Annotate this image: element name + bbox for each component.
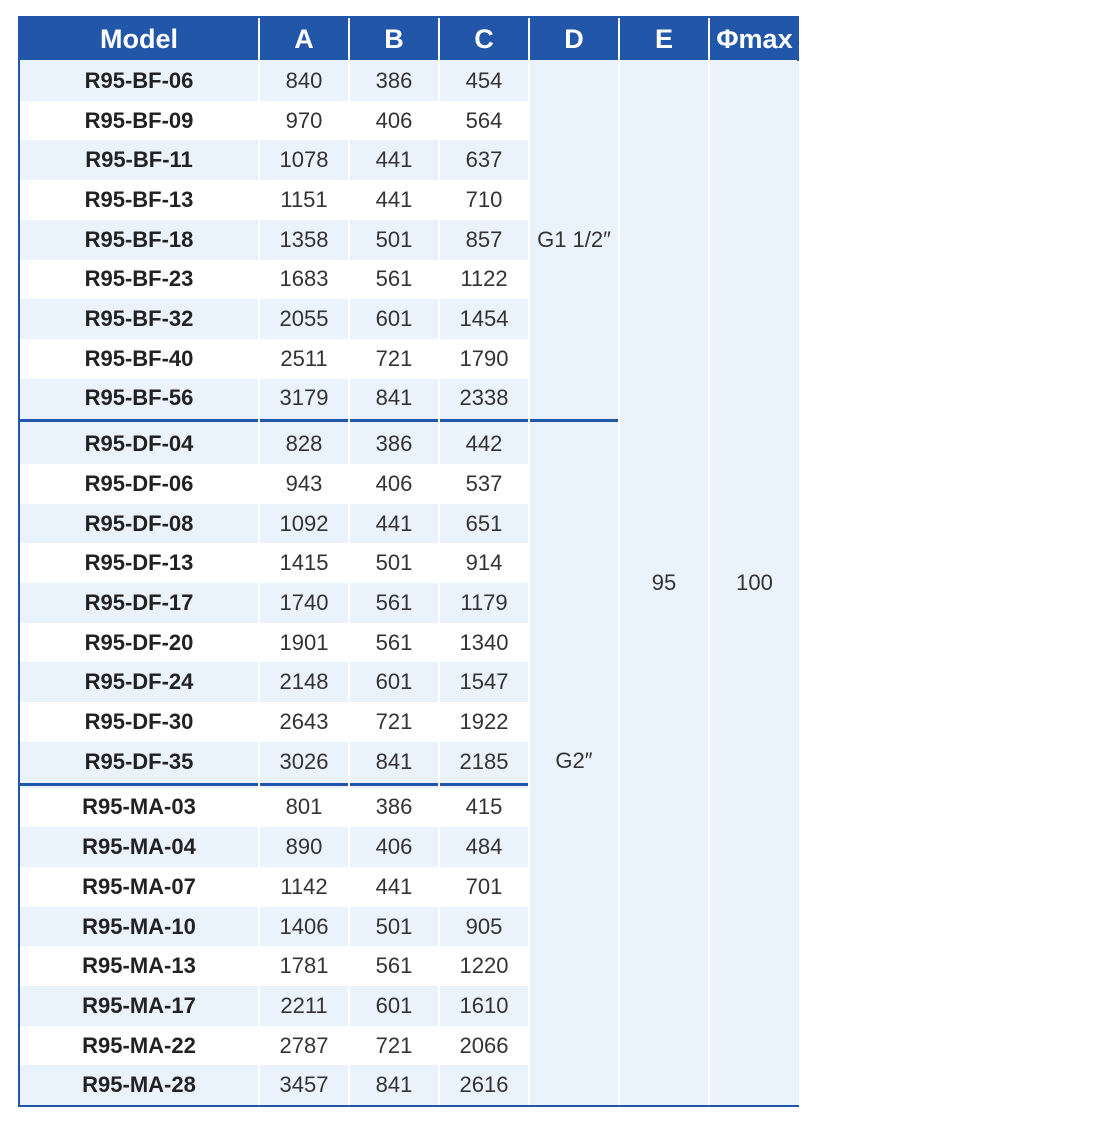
value-cell: 721 (375, 1032, 413, 1058)
value-cell: 415 (465, 794, 503, 820)
model-cell: R95-MA-17 (82, 992, 196, 1018)
value-cell: 561 (375, 629, 413, 655)
value-cell: 386 (375, 794, 413, 820)
header-b: B (350, 18, 438, 60)
column-divider (708, 18, 710, 1105)
value-cell: 890 (285, 834, 323, 860)
value-cell: 441 (375, 510, 413, 536)
value-cell: 1454 (459, 306, 509, 332)
model-cell: R95-BF-56 (84, 385, 194, 411)
value-cell: 943 (285, 470, 323, 496)
value-cell: 1358 (279, 226, 329, 252)
value-cell: 484 (465, 834, 503, 860)
value-cell: 601 (375, 992, 413, 1018)
model-cell: R95-DF-20 (84, 629, 194, 655)
value-cell: 2211 (280, 992, 328, 1018)
model-cell: R95-MA-04 (82, 834, 196, 860)
value-cell: 1547 (459, 669, 509, 695)
e-value-cell: 95 (620, 61, 708, 1105)
model-cell: R95-BF-11 (85, 147, 193, 173)
model-cell: R95-BF-40 (84, 345, 194, 371)
model-cell: R95-DF-24 (84, 669, 194, 695)
value-cell: 386 (375, 67, 413, 93)
value-cell: 1901 (279, 629, 329, 655)
model-cell: R95-MA-22 (82, 1032, 196, 1058)
model-cell: R95-MA-28 (82, 1072, 196, 1098)
model-cell: R95-DF-08 (84, 510, 194, 536)
model-cell: R95-DF-17 (84, 589, 194, 615)
value-cell: 710 (465, 186, 503, 212)
header-a: A (260, 18, 348, 60)
value-cell: 2338 (459, 385, 509, 411)
model-cell: R95-DF-30 (84, 709, 194, 735)
value-cell: 1415 (279, 550, 329, 576)
column-divider (438, 18, 440, 1105)
value-cell: 1790 (459, 345, 509, 371)
section-divider (20, 783, 530, 786)
value-cell: 454 (465, 67, 503, 93)
spec-table (18, 16, 799, 1107)
value-cell: 406 (375, 834, 413, 860)
value-cell: 561 (375, 953, 413, 979)
model-cell: R95-BF-18 (84, 226, 194, 252)
value-cell: 501 (375, 550, 413, 576)
value-cell: 3179 (279, 385, 329, 411)
model-cell: R95-DF-04 (84, 431, 194, 457)
value-cell: 601 (375, 306, 413, 332)
value-cell: 970 (285, 107, 323, 133)
value-cell: 914 (465, 550, 503, 576)
value-cell: 441 (375, 147, 413, 173)
value-cell: 1610 (459, 992, 509, 1018)
value-cell: 2066 (459, 1032, 509, 1058)
value-cell: 701 (465, 873, 503, 899)
header-phimax: Φmax (710, 18, 799, 60)
value-cell: 1092 (279, 510, 329, 536)
value-cell: 1922 (459, 709, 509, 735)
phimax-value-cell: 100 (710, 61, 799, 1105)
value-cell: 1740 (279, 589, 329, 615)
value-cell: 442 (465, 431, 503, 457)
value-cell: 561 (375, 589, 413, 615)
value-cell: 841 (375, 385, 413, 411)
model-cell: R95-BF-09 (84, 107, 194, 133)
model-cell: R95-BF-32 (84, 306, 194, 332)
model-cell: R95-DF-13 (84, 550, 194, 576)
value-cell: 2511 (280, 345, 328, 371)
model-cell: R95-MA-10 (82, 913, 196, 939)
value-cell: 1142 (280, 873, 328, 899)
value-cell: 1122 (460, 266, 508, 292)
model-cell: R95-BF-23 (84, 266, 194, 292)
d-value-cell: G1 1/2″ (530, 61, 618, 418)
value-cell: 651 (465, 510, 503, 536)
value-cell: 2148 (279, 669, 329, 695)
value-cell: 1781 (279, 953, 329, 979)
header-d: D (530, 18, 618, 60)
value-cell: 601 (375, 669, 413, 695)
column-divider (528, 18, 530, 1105)
value-cell: 386 (375, 431, 413, 457)
value-cell: 441 (375, 186, 413, 212)
model-cell: R95-BF-06 (84, 67, 194, 93)
value-cell: 841 (375, 748, 413, 774)
value-cell: 3026 (279, 748, 329, 774)
value-cell: 905 (465, 913, 503, 939)
value-cell: 1683 (279, 266, 329, 292)
value-cell: 2185 (459, 748, 509, 774)
column-divider (258, 18, 260, 1105)
value-cell: 561 (375, 266, 413, 292)
model-cell: R95-MA-03 (82, 794, 196, 820)
value-cell: 1078 (279, 147, 329, 173)
model-cell: R95-DF-06 (84, 470, 194, 496)
value-cell: 841 (375, 1072, 413, 1098)
value-cell: 840 (285, 67, 323, 93)
value-cell: 1220 (459, 953, 509, 979)
model-cell: R95-MA-07 (82, 873, 196, 899)
model-cell: R95-BF-13 (84, 186, 194, 212)
value-cell: 2787 (279, 1032, 329, 1058)
header-c: C (440, 18, 528, 60)
value-cell: 1151 (280, 186, 328, 212)
section-divider (20, 419, 620, 422)
value-cell: 3457 (279, 1072, 329, 1098)
value-cell: 1179 (460, 589, 508, 615)
value-cell: 1406 (279, 913, 329, 939)
column-divider (618, 18, 620, 1105)
value-cell: 537 (465, 470, 503, 496)
value-cell: 501 (375, 913, 413, 939)
value-cell: 828 (285, 431, 323, 457)
value-cell: 2643 (279, 709, 329, 735)
value-cell: 564 (465, 107, 503, 133)
value-cell: 406 (375, 470, 413, 496)
header-model: Model (20, 18, 258, 60)
model-cell: R95-MA-13 (82, 953, 196, 979)
value-cell: 441 (375, 873, 413, 899)
value-cell: 637 (465, 147, 503, 173)
value-cell: 2616 (459, 1072, 509, 1098)
value-cell: 801 (285, 794, 323, 820)
value-cell: 501 (375, 226, 413, 252)
column-divider (348, 18, 350, 1105)
model-cell: R95-DF-35 (84, 748, 194, 774)
d-value-cell: G2″ (530, 424, 618, 1105)
value-cell: 1340 (459, 629, 509, 655)
header-e: E (620, 18, 708, 60)
value-cell: 2055 (279, 306, 329, 332)
value-cell: 721 (375, 709, 413, 735)
value-cell: 721 (375, 345, 413, 371)
value-cell: 406 (375, 107, 413, 133)
value-cell: 857 (465, 226, 503, 252)
